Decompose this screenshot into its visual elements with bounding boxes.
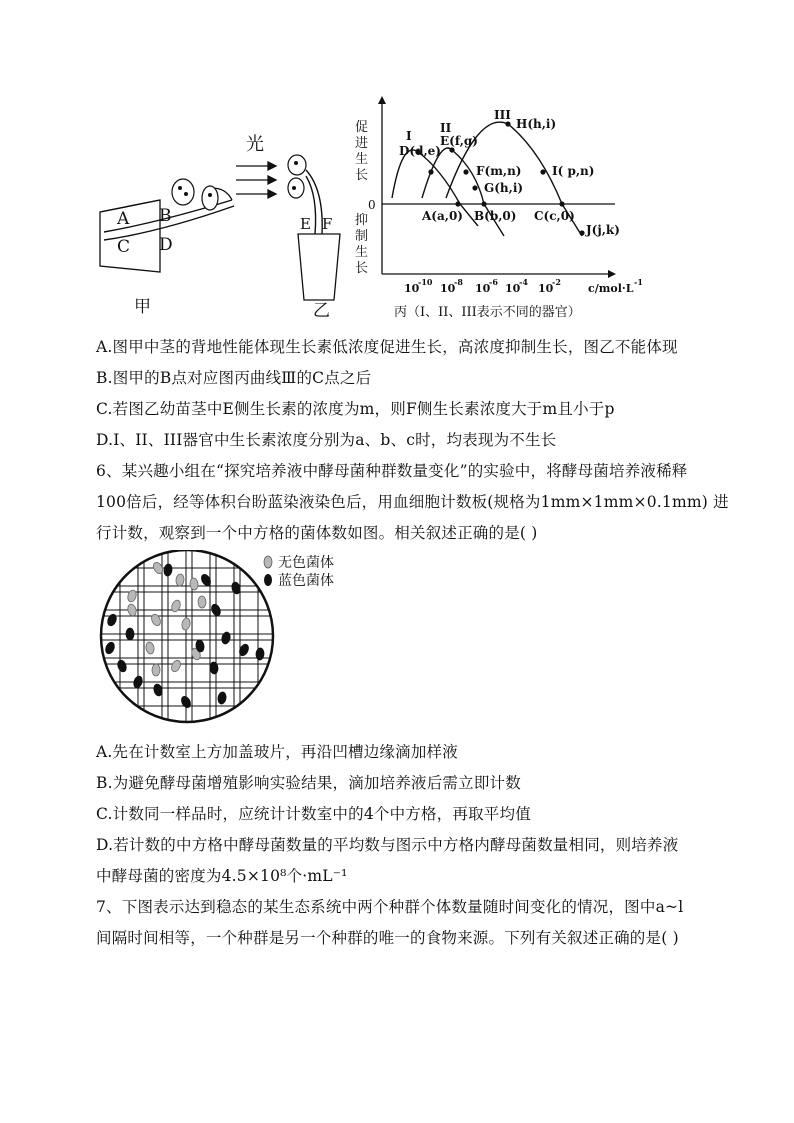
y-label-promote-2: 进 — [355, 136, 369, 151]
y-label-promote-1: 促 — [355, 120, 369, 135]
figure-jia — [100, 179, 234, 317]
colorless-yeast-cell — [127, 603, 138, 617]
tick-label: 10 — [440, 282, 456, 295]
figure-counting-chamber — [0, 550, 794, 730]
q6-option-d-cont: 中酵母菌的密度为4.5×10⁸个·mL⁻¹ — [96, 867, 348, 885]
colorless-yeast-cell — [181, 617, 191, 630]
blue-yeast-cell — [106, 613, 118, 627]
legend-blue-icon — [264, 574, 272, 586]
point-label-c: C(c,0) — [534, 209, 575, 223]
tick-exp: -4 — [519, 277, 528, 287]
point-label-h: H(h,i) — [516, 117, 557, 131]
q5-option-b: B.图甲的B点对应图丙曲线Ⅲ的C点之后 — [96, 369, 372, 387]
q5-option-a: A.图甲中茎的背地性能体现生长素低浓度促进生长，高浓度抑制生长，图乙不能体现 — [96, 338, 678, 356]
figure-plant-auxin — [0, 0, 794, 330]
jia-letter-b: B — [159, 206, 172, 226]
q5-option-d: D.I、II、III器官中生长素浓度分别为a、b、c时，均表现为不生长 — [96, 431, 557, 449]
blue-yeast-cell — [132, 675, 143, 689]
colorless-yeast-cell — [145, 641, 155, 654]
colorless-yeast-cell — [198, 596, 206, 608]
bing-caption: 丙（I、II、III表示不同的器官） — [394, 305, 581, 320]
yi-letter-e: E — [300, 215, 311, 233]
q6-option-c: C.计数同一样品时，应统计计数室中的4个中方格，再取平均值 — [96, 805, 531, 823]
jia-letter-d: D — [159, 235, 173, 255]
tick-exp: -2 — [552, 277, 561, 287]
blue-yeast-cell — [210, 603, 222, 617]
point-label-d: D(d,e) — [399, 144, 441, 158]
curve-label-i: I — [406, 129, 412, 143]
point-label-e: E(f,g) — [440, 134, 478, 148]
jia-letter-a: A — [117, 209, 130, 229]
legend-colorless-icon — [264, 556, 272, 568]
yi-light-label: 光 — [246, 134, 264, 155]
point-label-b: B(b,0) — [474, 209, 517, 223]
q7-stem-line-1: 7、下图表示达到稳态的某生态系统中两个种群个体数量随时间变化的情况，图中a~l — [96, 898, 684, 916]
blue-yeast-cell — [116, 659, 127, 673]
tick-exp: -10 — [418, 277, 433, 287]
colorless-yeast-cell — [189, 578, 198, 591]
tick-label: 10 — [404, 282, 420, 295]
figure-bing-chart — [355, 96, 643, 320]
q7-stem-line-2: 间隔时间相等，一个种群是另一个种群的唯一的食物来源。下列有关叙述正确的是( ) — [96, 929, 679, 947]
blue-yeast-cell — [126, 628, 134, 640]
y-label-promote-4: 长 — [355, 168, 369, 183]
q5-option-c: C.若图乙幼苗茎中E侧生长素的浓度为m，则F侧生长素浓度大于m且小于p — [96, 400, 615, 418]
colorless-yeast-cell — [152, 664, 161, 676]
jia-letter-c: C — [117, 237, 131, 257]
colorless-yeast-cell — [152, 561, 165, 575]
y-label-inhibit-3: 生 — [355, 245, 369, 260]
q6-option-d: D.若计数的中方格中酵母菌数量的平均数与图示中方格内酵母菌数量相同，则培养液 — [96, 836, 679, 854]
colorless-yeast-cell — [150, 613, 162, 627]
legend-colorless-label: 无色菌体 — [278, 555, 334, 571]
tick-label: 10 — [538, 282, 554, 295]
legend-blue-label: 蓝色菌体 — [278, 573, 334, 589]
blue-yeast-cell — [217, 691, 227, 704]
y-label-inhibit-2: 制 — [355, 229, 369, 244]
tick-exp: -6 — [489, 277, 498, 287]
q6-stem-line-3: 行计数，观察到一个中方格的菌体数如图。相关叙述正确的是( ) — [96, 524, 538, 542]
q6-option-b: B.为避免酵母菌增殖影响实验结果，滴加培养液后需立即计数 — [96, 774, 521, 792]
x-axis-unit-exp: -1 — [634, 277, 643, 287]
q6-option-a: A.先在计数室上方加盖玻片，再沿凹槽边缘滴加样液 — [96, 743, 458, 761]
point-label-j: J(j,k) — [586, 223, 620, 237]
jia-caption: 甲 — [134, 297, 151, 317]
y-zero: 0 — [368, 198, 376, 212]
point-label-a: A(a,0) — [422, 209, 463, 223]
blue-yeast-cell — [104, 641, 116, 655]
colorless-yeast-cell — [170, 599, 182, 613]
point-label-f: F(m,n) — [476, 164, 522, 178]
tick-label: 10 — [475, 282, 491, 295]
tick-label: 10 — [505, 282, 521, 295]
blue-yeast-cell — [163, 564, 173, 577]
blue-yeast-cell — [180, 695, 193, 709]
yi-caption: 乙 — [313, 301, 330, 321]
colorless-yeast-cell — [126, 589, 137, 603]
y-label-promote-3: 生 — [355, 152, 369, 167]
y-label-inhibit-1: 抑 — [355, 213, 369, 228]
point-label-i: I( p,n) — [552, 164, 595, 178]
colorless-yeast-cell — [170, 659, 182, 673]
q6-stem-line-1: 6、某兴趣小组在“探究培养液中酵母菌种群数量变化”的实验中，将酵母菌培养液稀释 — [96, 462, 688, 480]
q6-stem-line-2: 100倍后，经等体积台盼蓝染液染色后，用血细胞计数板(规格为1mm×1mm×0.1mm) 进 — [96, 493, 729, 511]
point-label-g: G(h,i) — [484, 181, 524, 195]
yi-letter-f: F — [322, 215, 333, 233]
blue-yeast-cell — [221, 631, 231, 644]
figure-yi — [236, 134, 340, 321]
curve-label-iii: III — [494, 108, 511, 122]
curve-label-ii: II — [440, 121, 452, 135]
y-label-inhibit-4: 长 — [355, 261, 369, 276]
tick-exp: -8 — [454, 277, 463, 287]
x-axis-unit: c/mol·L — [588, 282, 634, 295]
colorless-yeast-cell — [175, 574, 184, 587]
